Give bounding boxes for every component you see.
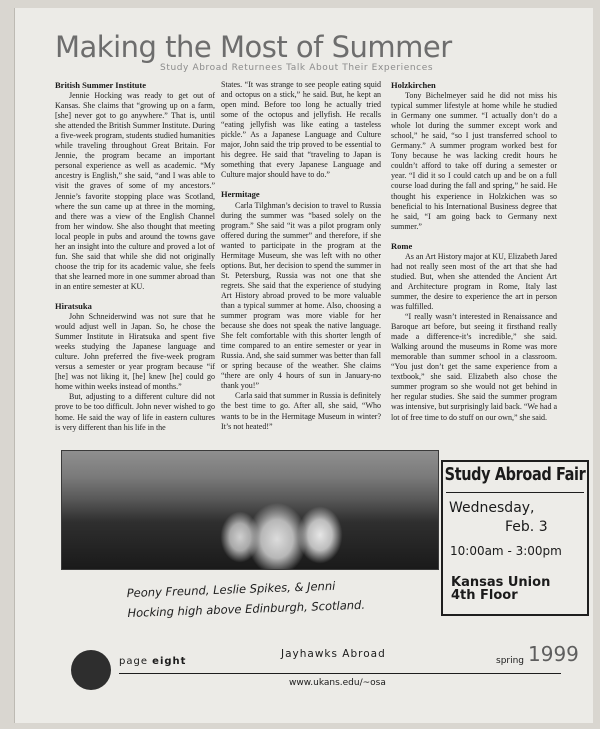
issue-season: spring xyxy=(496,656,525,666)
paragraph: As an Art History major at KU, Elizabeth Jared had not really seen most of the art that she had studied. But, when she attended the Ancient Art and Architecture program in Rome, Italy last summer, the desire to experience the art in person was fulfilled. xyxy=(391,251,557,311)
fair-location-line: Kansas Union xyxy=(451,575,551,590)
column-2 xyxy=(221,80,381,432)
paragraph: John Schneiderwind was not sure that he would adjust well in Japan. So, he chose the Summer Institute in Hiratsuka and spent five weeks studying the Japanese language and culture. John preferred the five-week program versus a semester or year program because “if [he] was not liking it, [he] knew [he] could go home within weeks instead of months.” xyxy=(55,312,215,392)
footer-divider xyxy=(119,673,561,674)
page-number: eight xyxy=(152,656,187,667)
page-label xyxy=(119,656,186,667)
column-1 xyxy=(55,80,215,433)
fair-title: Study Abroad Fair xyxy=(444,465,586,485)
section-heading: Rome xyxy=(391,240,413,251)
section-heading: Hiratsuka xyxy=(55,300,92,311)
caption-line: Hocking high above Edinburgh, Scotland. xyxy=(127,597,366,621)
issue-year: 1999 xyxy=(528,642,579,666)
section-heading: British Summer Institute xyxy=(55,80,146,90)
paragraph: States. “It was strange to see people eating squid and octopus on a stick,” he said. But, he kept an open mind. Before too long he actually tried some of the octopus and jellyfish. He recalls “eating jellyfish was like eating a tasteless pickle.” As a Japanese Language and Culture major, John said the trip proved to be essential to his degree. He said that “traveling to Japan is something that every Japanese Language and Culture major should have to do.” xyxy=(221,80,381,180)
paragraph: Tony Bichelmeyer said he did not miss his typical summer lifestyle at home while he studied in Germany one summer. “I actually don’t do a whole lot during the summer except work and school,” he said, “so I just transferred school to Germany.” A summer program worked best for Tony because he was lacking credit hours he couldn’t afford to take off during a semester or year. “I did it so I could catch up and be on a full course load during the fall and spring,” he said. He thought his experience in Holzkichen was so beneficial to his International Business degree that he said, “I am going back to Germany next summer.” xyxy=(391,91,557,231)
fair-date: Feb. 3 xyxy=(505,519,548,535)
photo-caption xyxy=(126,573,417,623)
section-heading: Holzkirchen xyxy=(391,80,436,90)
paragraph: Jennie Hocking was ready to get out of Kansas. She claims that “growing up on a farm, [she] never got to go anywhere.” That is, until she attended the British Summer Institute. During a five-week program, students studied humanities while traveling throughout Great Britain. For Jennie, the program became an important personal experience as well as academic. “My ancestry is English,” she said, “and I was able to visit the graves of some of my ancestors.” Jennie’s favorite stopping place was Scotland, where the sun came up at three in the morning, and there was a view of the English Channel from her window. She also thought that meeting local people in pubs and around the towns gave her an insight into the culture and proved a lot of fun. She said that while she did not originally choose the trip for its academic value, she feels that she learned more in one summer abroad than in an entire semester at KU. xyxy=(55,91,215,291)
fair-location-line: 4th Floor xyxy=(451,588,518,603)
paragraph: Carla said that summer in Russia is definitely the best time to go. After all, she said, “Who wants to be in the Hermitage Museum in winter? It’s not heated!” xyxy=(221,391,381,431)
fair-time: 10:00am - 3:00pm xyxy=(450,544,562,558)
section-heading: Hermitage xyxy=(221,189,260,200)
paragraph: “I really wasn’t interested in Renaissance and Baroque art before, but seeing it firsthand really made a difference-it’s incredible,” she said. Walking around the museums in Rome was more memorable than summer school in a classroom. “You just don’t get the same experience from a textbook,” she said. Elizabeth also chose the summer program so she would not get behind in her regular studies. She said the summer program was intensive, but surprisingly laid back. “We had a lot of free time to do stuff on our own,” she said. xyxy=(391,312,557,422)
page-footer xyxy=(53,642,583,698)
page-circle-icon xyxy=(71,650,111,690)
newsletter-page xyxy=(14,8,593,723)
fair-location xyxy=(451,576,550,602)
edinburgh-photo xyxy=(61,450,439,570)
publication-name: Jayhawks Abroad xyxy=(281,648,386,660)
study-abroad-fair-box xyxy=(441,460,589,616)
publication-url: www.ukans.edu/~osa xyxy=(289,678,386,688)
page-word: page xyxy=(119,656,148,667)
fair-day: Wednesday, xyxy=(449,500,535,516)
paragraph: But, adjusting to a different culture did not prove to be too difficult. John never wished to go home. He said the way of life in eastern cultures is very different than his life in the xyxy=(55,392,215,432)
caption-line: Peony Freund, Leslie Spikes, & Jenni xyxy=(126,578,336,601)
article-subtitle: Study Abroad Returnees Talk About Their Experiences xyxy=(160,63,434,73)
article-title: Making the Most of Summer xyxy=(55,30,452,64)
paragraph: Carla Tilghman’s decision to travel to Russia during the summer was “based solely on the program.” She said “it was a pilot program only offered during the summer” and therefore, if she wanted to participate in the program at the Hermitage Museum, she was left with no other options. But, her decision to spend the summer in St. Petersburg, Russia was not one that she regrets. She said that the experience of studying Art History abroad proved to be more valuable than a typical summer at home. Also, choosing a summer program was more viable for her because she does not speak the native language. She felt comfortable with this shorter length of time compared to an entire semester or year in Russia. And, she said summer was better than fall or spring because of the weather. She claims “there are only 4 hours of sun in January-no thank you!” xyxy=(221,200,381,391)
column-3 xyxy=(391,80,557,423)
fair-divider xyxy=(446,492,584,493)
